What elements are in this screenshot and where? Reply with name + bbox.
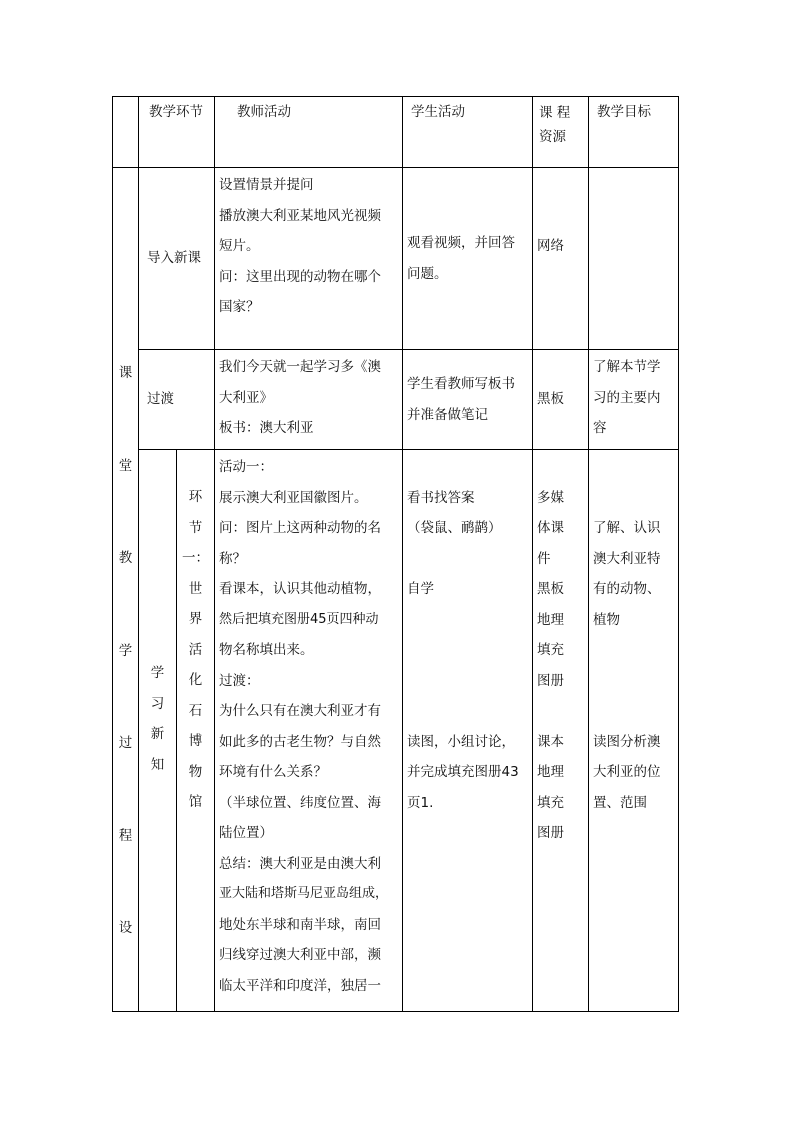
text-line: 地理 xyxy=(537,611,564,628)
text-line: 问题。 xyxy=(407,265,448,282)
section-char: 学 xyxy=(150,665,165,681)
section-char: 物 xyxy=(188,763,203,780)
goal-transition xyxy=(589,350,679,450)
header-teaching-goal: 教学目标 xyxy=(589,97,679,168)
section-char: 石 xyxy=(188,702,203,719)
text-line: 临太平洋和印度洋，独居一 xyxy=(219,977,381,994)
text-line: 地处东半球和南半球，南回 xyxy=(219,916,381,933)
student-activity-new-knowledge xyxy=(403,450,533,1012)
text-line: 大利亚》 xyxy=(219,389,273,406)
text-line: 然后把填充图册45页四种动 xyxy=(219,611,379,627)
left-vertical-label xyxy=(113,168,139,1012)
text-line: （袋鼠、鸸鹋） xyxy=(407,520,502,536)
section-intro: 导入新课 xyxy=(139,168,215,350)
header-section: 教学环节 xyxy=(139,97,215,168)
header-course-resource xyxy=(533,97,589,168)
text-line: 黑板 xyxy=(537,391,564,408)
header-teacher-activity: 教师活动 xyxy=(215,97,403,168)
left-label-char: 课 xyxy=(118,365,133,381)
text-line: 地理 xyxy=(537,764,564,780)
section-char: 一： xyxy=(182,550,209,566)
left-label-char: 堂 xyxy=(118,457,133,474)
text-line: 容 xyxy=(593,420,607,436)
section-transition: 过渡 xyxy=(139,350,215,450)
text-line: 国家？ xyxy=(219,299,260,315)
header-blank-cell xyxy=(113,97,139,168)
section-char: 环 xyxy=(188,489,203,505)
text-line: 陆位置） xyxy=(219,825,273,841)
text-line: 总结：澳大利亚是由澳大利 xyxy=(219,855,381,872)
lesson-plan-table xyxy=(112,96,679,1012)
resource-intro xyxy=(533,168,589,350)
text-line: 填充 xyxy=(537,794,564,811)
text-line: 填充 xyxy=(537,642,564,658)
text-line: 亚大陆和塔斯马尼亚岛组成， xyxy=(219,886,389,901)
left-label-char: 程 xyxy=(118,827,133,844)
goal-new-knowledge xyxy=(589,450,679,1012)
goal-intro xyxy=(589,168,679,350)
left-label-char: 学 xyxy=(118,642,133,659)
text-line: 图册 xyxy=(537,672,564,689)
text-line: 自学 xyxy=(407,581,434,597)
teacher-activity-intro xyxy=(215,168,403,350)
text-line: 归线穿过澳大利亚中部，濒 xyxy=(219,947,381,963)
text-line: 称？ xyxy=(219,550,246,567)
text-line: 展示澳大利亚国徽图片。 xyxy=(219,489,368,506)
student-activity-transition xyxy=(403,350,533,450)
header-student-activity: 学生活动 xyxy=(403,97,533,168)
teacher-activity-new-knowledge xyxy=(215,450,403,1012)
text-line: 如此多的古老生物？与自然 xyxy=(219,733,381,750)
text-line: 问：这里出现的动物在哪个 xyxy=(219,268,381,285)
section-char: 活 xyxy=(188,641,203,658)
text-line: 物名称填出来。 xyxy=(219,642,314,658)
text-line: 读图，小组讨论， xyxy=(407,733,515,750)
text-line: 看书找答案 xyxy=(407,489,475,506)
text-line: 设置情景并提问 xyxy=(219,177,314,193)
text-line: 问：图片上这两种动物的名 xyxy=(219,520,381,536)
text-line: 并准备做笔记 xyxy=(407,406,488,423)
text-line: 短片。 xyxy=(219,238,260,254)
section-link-one xyxy=(177,450,215,1012)
section-char: 界 xyxy=(188,611,203,627)
text-line: 看课本，认识其他动植物， xyxy=(219,581,381,597)
text-line: 我们今天就一起学习多《澳 xyxy=(219,359,381,375)
text-line: 图册 xyxy=(537,825,564,841)
left-label-char: 教 xyxy=(118,550,133,566)
section-new-knowledge xyxy=(139,450,177,1012)
text-line: 多媒 xyxy=(537,489,564,506)
text-line: 件 xyxy=(537,550,551,567)
header-resource-line1: 课 程 xyxy=(539,105,571,121)
section-char: 习 xyxy=(150,695,165,712)
left-label-char: 设 xyxy=(118,920,133,936)
table-row xyxy=(113,350,679,450)
text-line: 播放澳大利亚某地风光视频 xyxy=(219,207,381,224)
text-line: （半球位置、纬度位置、海 xyxy=(219,794,381,811)
text-line: 了解本节学 xyxy=(593,359,661,375)
text-line: 置、范围 xyxy=(593,794,647,811)
section-char: 知 xyxy=(150,756,165,773)
section-char: 新 xyxy=(150,726,165,742)
text-line: 习的主要内 xyxy=(593,389,661,406)
text-line: 有的动物、 xyxy=(593,581,661,597)
resource-new-knowledge xyxy=(533,450,589,1012)
text-line: 环境有什么关系？ xyxy=(219,764,327,780)
text-line: 过渡： xyxy=(219,672,260,689)
section-char: 化 xyxy=(188,672,203,688)
text-line: 页1. xyxy=(407,794,434,811)
text-line: 并完成填充图册43 xyxy=(407,764,519,780)
text-line: 课本 xyxy=(537,733,564,750)
text-line: 为什么只有在澳大利亚才有 xyxy=(219,703,381,719)
header-resource-line2: 资源 xyxy=(539,129,566,145)
text-line: 体课 xyxy=(537,520,564,536)
text-line: 网络 xyxy=(537,238,564,255)
section-char: 博 xyxy=(188,733,203,749)
header-row xyxy=(113,97,679,168)
text-line: 黑板 xyxy=(537,581,564,597)
left-label-char: 过 xyxy=(118,735,133,751)
section-char: 世 xyxy=(188,580,203,597)
text-line: 学生看教师写板书 xyxy=(407,376,515,392)
section-char: 馆 xyxy=(188,794,203,810)
section-char: 节 xyxy=(188,519,203,536)
text-line: 植物 xyxy=(593,611,620,628)
text-line: 澳大利亚特 xyxy=(593,550,661,567)
table-row xyxy=(113,168,679,350)
text-line: 活动一： xyxy=(219,459,273,475)
text-line: 大利亚的位 xyxy=(593,764,661,780)
resource-transition xyxy=(533,350,589,450)
student-activity-intro xyxy=(403,168,533,350)
text-line: 了解、认识 xyxy=(593,520,661,536)
text-line: 板书：澳大利亚 xyxy=(219,420,314,436)
table-row xyxy=(113,450,679,1012)
text-line: 读图分析澳 xyxy=(593,733,661,750)
text-line: 观看视频，并回答 xyxy=(407,235,515,251)
teacher-activity-transition xyxy=(215,350,403,450)
